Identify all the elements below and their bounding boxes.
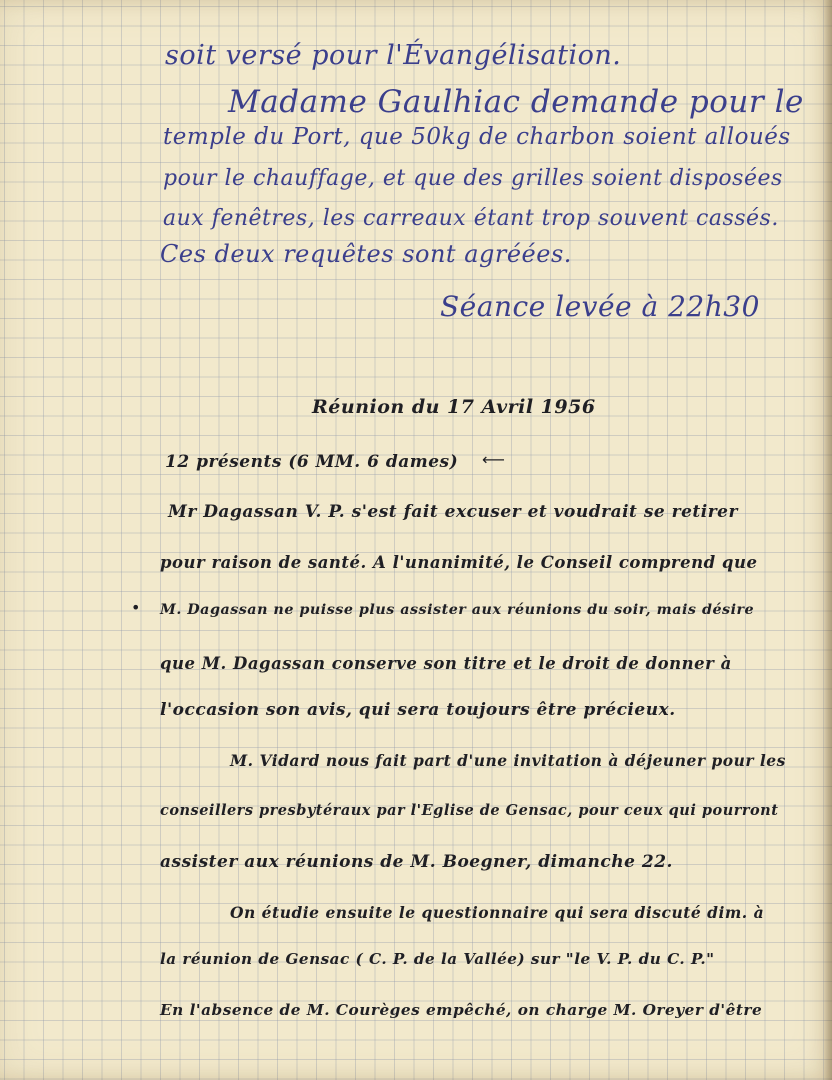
arrow-mark-icon: ⟵	[482, 450, 505, 469]
handwritten-line: aux fenêtres, les carreaux étant trop souvent cassés.	[163, 206, 779, 231]
attendance-line: 12 présents (6 MM. 6 dames)	[165, 452, 459, 472]
handwritten-line: que M. Dagassan conserve son titre et le droit de donner à	[160, 654, 732, 673]
handwritten-line: M. Dagassan ne puisse plus assister aux réunions du soir, mais désire	[160, 602, 755, 618]
handwritten-line: l'occasion son avis, qui sera toujours être précieux.	[160, 700, 676, 720]
handwritten-line: la réunion de Gensac ( C. P. de la Vallée) sur "le V. P. du C. P."	[160, 950, 715, 968]
handwritten-line: pour raison de santé. A l'unanimité, le Conseil comprend que	[160, 553, 758, 572]
handwritten-line: assister aux réunions de M. Boegner, dimanche 22.	[160, 852, 673, 872]
handwritten-line: temple du Port, que 50kg de charbon soient alloués	[163, 124, 791, 150]
handwritten-line: Ces deux requêtes sont agréées.	[160, 240, 572, 268]
handwritten-line: conseillers presbytéraux par l'Eglise de Gensac, pour ceux qui pourront	[160, 802, 779, 819]
handwritten-line: soit versé pour l'Évangélisation.	[165, 40, 622, 71]
bullet-dot-icon: •	[131, 598, 141, 617]
handwritten-line: M. Vidard nous fait part d'une invitation à déjeuner pour les	[230, 751, 786, 770]
meeting-heading: Réunion du 17 Avril 1956	[312, 396, 596, 418]
handwritten-line: Mr Dagassan V. P. s'est fait excuser et voudrait se retirer	[168, 502, 738, 522]
session-closing: Séance levée à 22h30	[440, 290, 760, 323]
handwritten-line: On étudie ensuite le questionnaire qui sera discuté dim. à	[230, 903, 765, 922]
handwritten-line: En l'absence de M. Courèges empêché, on charge M. Oreyer d'être	[160, 1001, 763, 1019]
handwritten-line: Madame Gaulhiac demande pour le	[228, 84, 804, 120]
page-edge-shadow	[824, 0, 832, 1080]
handwritten-line: pour le chauffage, et que des grilles soient disposées	[163, 166, 783, 191]
